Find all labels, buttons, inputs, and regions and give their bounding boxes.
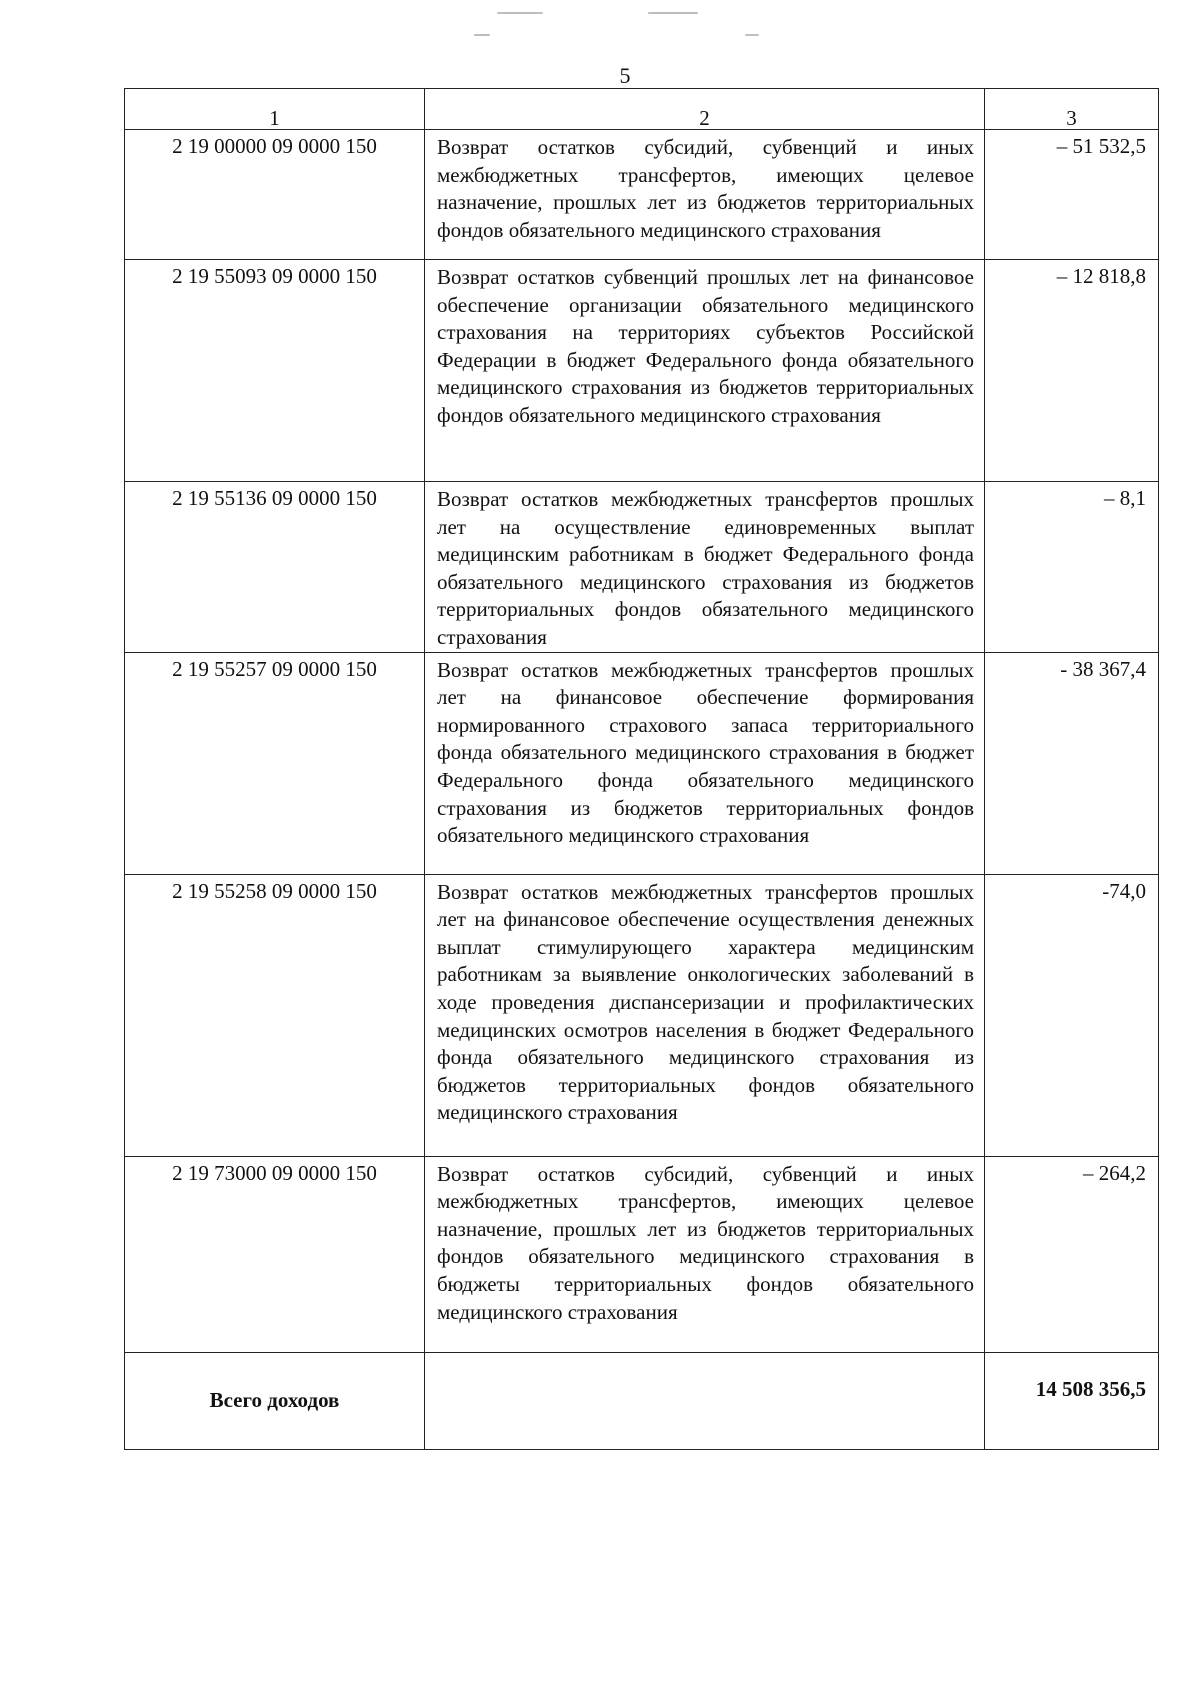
budget-code: 2 19 73000 09 0000 150 bbox=[125, 1156, 425, 1352]
revenue-description: Возврат остатков субсидий, субвенций и иных межбюджетных трансфертов, имеющих целевое назначение, прошлых лет из бюджетов территориальных фондов обязательного медицинского страхования bbox=[425, 130, 985, 260]
revenue-description: Возврат остатков субсидий, субвенций и иных межбюджетных трансфертов, имеющих целевое назначение, прошлых лет из бюджетов территориальных фондов обязательного медицинского страхования в бюджеты территориальных фондов обязательного медицинского страхования bbox=[425, 1156, 985, 1352]
budget-code: 2 19 55257 09 0000 150 bbox=[125, 652, 425, 874]
total-description bbox=[425, 1352, 985, 1449]
budget-code: 2 19 55093 09 0000 150 bbox=[125, 260, 425, 482]
revenue-amount: – 264,2 bbox=[985, 1156, 1159, 1352]
total-label: Всего доходов bbox=[125, 1352, 425, 1449]
table-row bbox=[125, 874, 1159, 1156]
revenue-description: Возврат остатков межбюджетных трансфертов прошлых лет на финансовое обеспечение формирования нормированного страхового запаса территориального фонда обязательного медицинского страхования в бюджет Федерального фонда обязательного медицинского страхования из бюджетов территориальных фондов обязательного медицинского страхования bbox=[425, 652, 985, 874]
budget-code: 2 19 00000 09 0000 150 bbox=[125, 130, 425, 260]
revenue-description: Возврат остатков субвенций прошлых лет на финансовое обеспечение организации обязательного медицинского страхования на территориях субъектов Российской Федерации в бюджет Федерального фонда обязательного медицинского страхования из бюджетов территориальных фондов обязательного медицинского страхования bbox=[425, 260, 985, 482]
table-header-row bbox=[125, 89, 1159, 130]
budget-code: 2 19 55136 09 0000 150 bbox=[125, 482, 425, 653]
revenue-amount: – 51 532,5 bbox=[985, 130, 1159, 260]
revenue-amount: -74,0 bbox=[985, 874, 1159, 1156]
table-row bbox=[125, 652, 1159, 874]
budget-code: 2 19 55258 09 0000 150 bbox=[125, 874, 425, 1156]
revenue-description: Возврат остатков межбюджетных трансфертов прошлых лет на финансовое обеспечение осуществления денежных выплат стимулирующего характера медицинским работникам за выявление онкологических заболеваний в ходе проведения диспансеризации и профилактических медицинских осмотров населения в бюджет Федерального фонда обязательного медицинского страхования из бюджетов территориальных фондов обязательного медицинского страхования bbox=[425, 874, 985, 1156]
revenue-amount: - 38 367,4 bbox=[985, 652, 1159, 874]
scan-artifact bbox=[497, 12, 543, 14]
table-row bbox=[125, 1156, 1159, 1352]
table-row bbox=[125, 482, 1159, 653]
total-amount: 14 508 356,5 bbox=[985, 1352, 1159, 1449]
scan-artifact bbox=[474, 34, 490, 36]
total-row bbox=[125, 1352, 1159, 1449]
column-header: 2 bbox=[425, 89, 985, 130]
page-number: 5 bbox=[619, 63, 631, 88]
scan-artifact bbox=[745, 34, 759, 36]
column-header: 1 bbox=[125, 89, 425, 130]
scan-artifact bbox=[648, 12, 698, 14]
table-row bbox=[125, 130, 1159, 260]
table-row bbox=[125, 260, 1159, 482]
revenue-table bbox=[124, 88, 1159, 1450]
column-header: 3 bbox=[985, 89, 1159, 130]
revenue-amount: – 12 818,8 bbox=[985, 260, 1159, 482]
revenue-description: Возврат остатков межбюджетных трансфертов прошлых лет на осуществление единовременных выплат медицинским работникам в бюджет Федерального фонда обязательного медицинского страхования из бюджетов территориальных фондов обязательного медицинского страхования bbox=[425, 482, 985, 653]
revenue-amount: – 8,1 bbox=[985, 482, 1159, 653]
